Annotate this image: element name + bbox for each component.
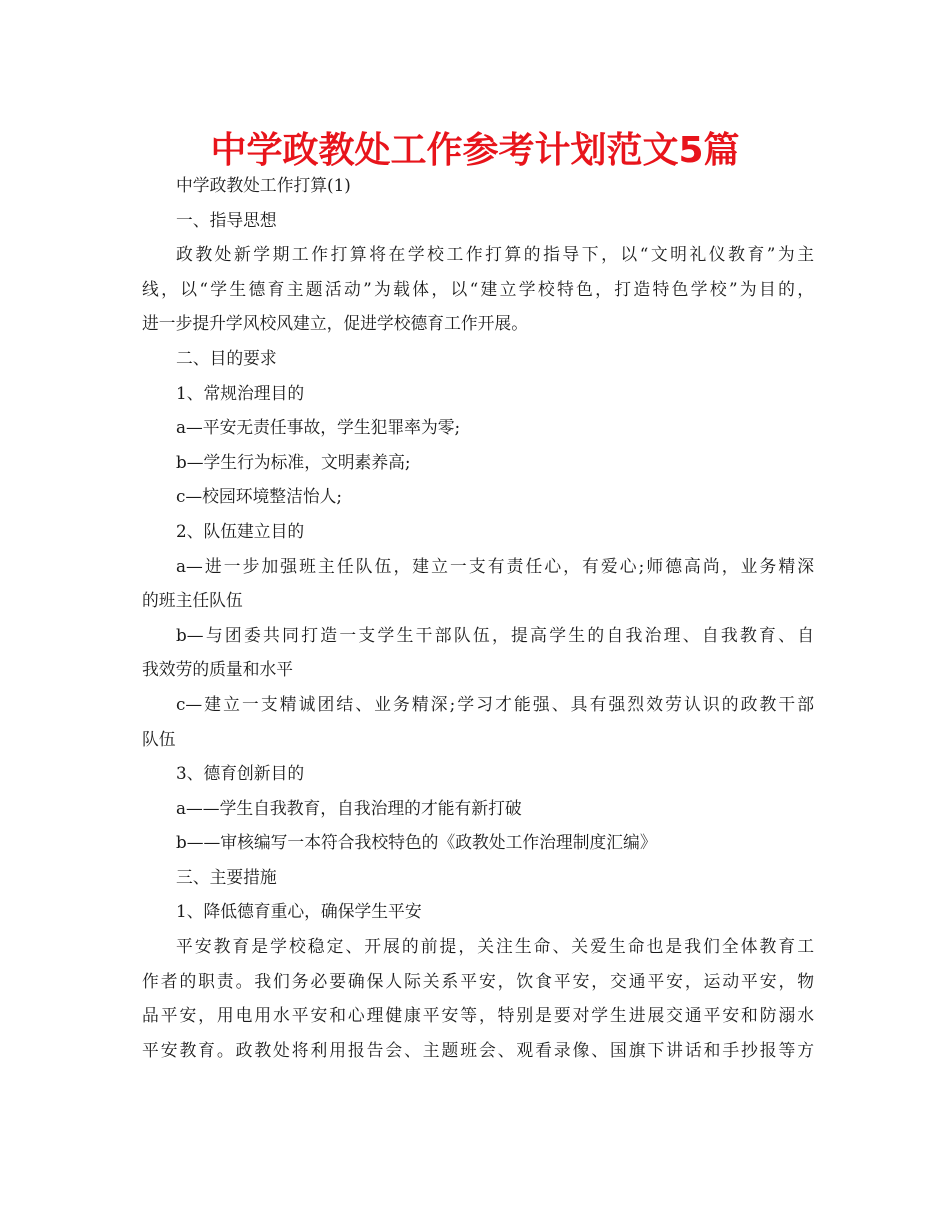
body-line: 线，以“学生德育主题活动”为载体，以“建立学校特色，打造特色学校”为目的， (142, 278, 814, 299)
body-line: a—平安无责任事故，学生犯罪率为零; (176, 417, 461, 438)
document-title: 中学政教处工作参考计划范文5篇 (210, 130, 740, 171)
body-line: 二、目的要求 (176, 347, 277, 368)
body-line: 政教处新学期工作打算将在学校工作打算的指导下，以“文明礼仪教育”为主 (176, 244, 814, 265)
body-line: 3、德育创新目的 (176, 763, 305, 784)
body-line: b—与团委共同打造一支学生干部队伍，提高学生的自我治理、自我教育、自 (176, 624, 814, 645)
body-line: 的班主任队伍 (142, 590, 243, 611)
body-line: 队伍 (142, 728, 176, 749)
body-line: 中学政教处工作打算(1) (176, 175, 351, 195)
body-line: 我效劳的质量和水平 (142, 659, 294, 680)
body-line: 一、指导思想 (176, 209, 277, 230)
body-line: 品平安，用电用水平安和心理健康平安等，特别是要对学生进展交通平安和防溺水 (142, 1005, 814, 1026)
body-line: c—校园环境整洁怡人; (176, 486, 343, 507)
body-line: 进一步提升学风校风建立，促进学校德育工作开展。 (142, 313, 528, 334)
body-line: b——审核编写一本符合我校特色的《政教处工作治理制度汇编》 (176, 832, 657, 853)
body-line: 作者的职责。我们务必要确保人际关系平安，饮食平安，交通平安，运动平安，物 (142, 970, 814, 991)
body-line: 1、降低德育重心，确保学生平安 (176, 901, 422, 922)
body-line: 1、常规治理目的 (176, 382, 305, 403)
body-line: c—建立一支精诚团结、业务精深;学习才能强、具有强烈效劳认识的政教干部 (176, 693, 814, 714)
body-line: 三、主要措施 (176, 866, 277, 887)
document-body (142, 168, 814, 1067)
body-line: a—进一步加强班主任队伍，建立一支有责任心，有爱心;师德高尚，业务精深 (176, 555, 814, 576)
body-line: 平安教育是学校稳定、开展的前提，关注生命、关爱生命也是我们全体教育工 (176, 936, 814, 957)
body-line: b—学生行为标准，文明素养高; (176, 451, 411, 472)
body-line: 2、队伍建立目的 (176, 520, 305, 541)
body-line: a——学生自我教育，自我治理的才能有新打破 (176, 797, 522, 818)
body-line: 平安教育。政教处将利用报告会、主题班会、观看录像、国旗下讲话和手抄报等方 (142, 1039, 814, 1060)
